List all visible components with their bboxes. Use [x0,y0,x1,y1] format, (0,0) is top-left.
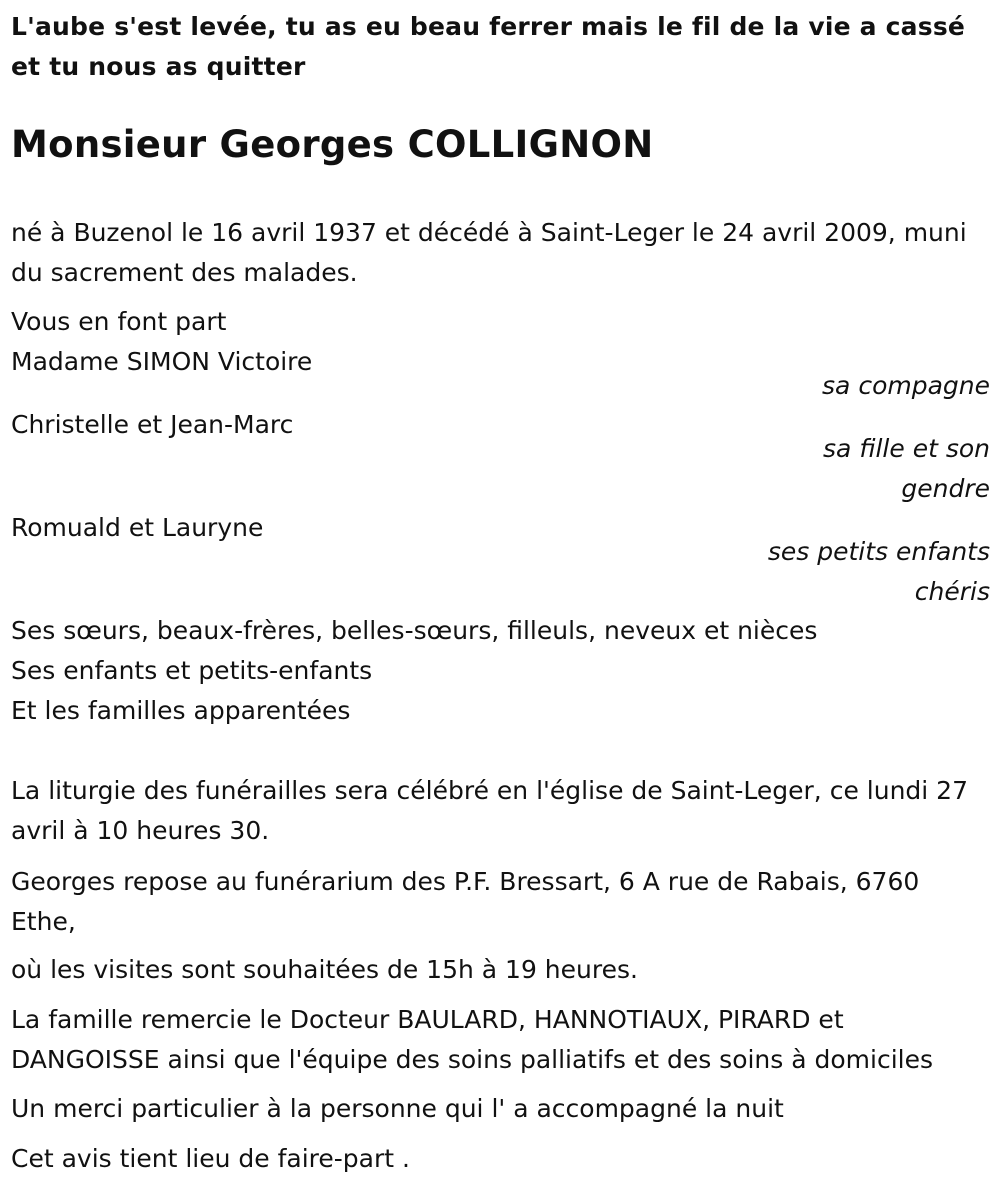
visits-text: où les visites sont souhaitées de 15h à 19 heures. [11,955,638,984]
family-member-relation: ses petits enfants [767,537,990,566]
family-member-relation: gendre [901,474,990,503]
announcement-intro: Vous en font part [11,307,227,336]
closing-text: Cet avis tient lieu de faire-part . [11,1144,410,1173]
extended-family-line: Ses enfants et petits-enfants [11,656,373,685]
extended-family-line: Ses sœurs, beaux-frères, belles-sœurs, filleuls, neveux et nièces [11,616,818,645]
thanks-doctors-text: La famille remercie le Docteur BAULARD, HANNOTIAUX, PIRARD et DANGOISSE ainsi que l'équipe des soins palliatifs et des soins à domiciles [11,1005,934,1074]
epigraph: L'aube s'est levée, tu as eu beau ferrer mais le fil de la vie a cassé et tu nous as quitter [11,12,966,81]
family-member-relation: sa fille et son [823,434,990,463]
family-member-name: Madame SIMON Victoire [11,347,313,376]
family-member-name: Christelle et Jean-Marc [11,410,294,439]
birth-death-text: né à Buzenol le 16 avril 1937 et décédé à Saint-Leger le 24 avril 2009, muni du sacrement des malades. [11,218,967,287]
family-member-relation: chéris [914,577,990,606]
thanks-night-text: Un merci particulier à la personne qui l' a accompagné la nuit [11,1094,784,1123]
liturgy-text: La liturgie des funérailles sera célébré en l'église de Saint-Leger, ce lundi 27 avril à 10 heures 30. [11,776,968,845]
deceased-name: Monsieur Georges COLLIGNON [11,123,654,166]
family-member-relation: sa compagne [822,371,990,400]
family-member-name: Romuald et Lauryne [11,513,264,542]
extended-family-line: Et les familles apparentées [11,696,351,725]
resting-place-text: Georges repose au funérarium des P.F. Bressart, 6 A rue de Rabais, 6760 Ethe, [11,867,920,936]
